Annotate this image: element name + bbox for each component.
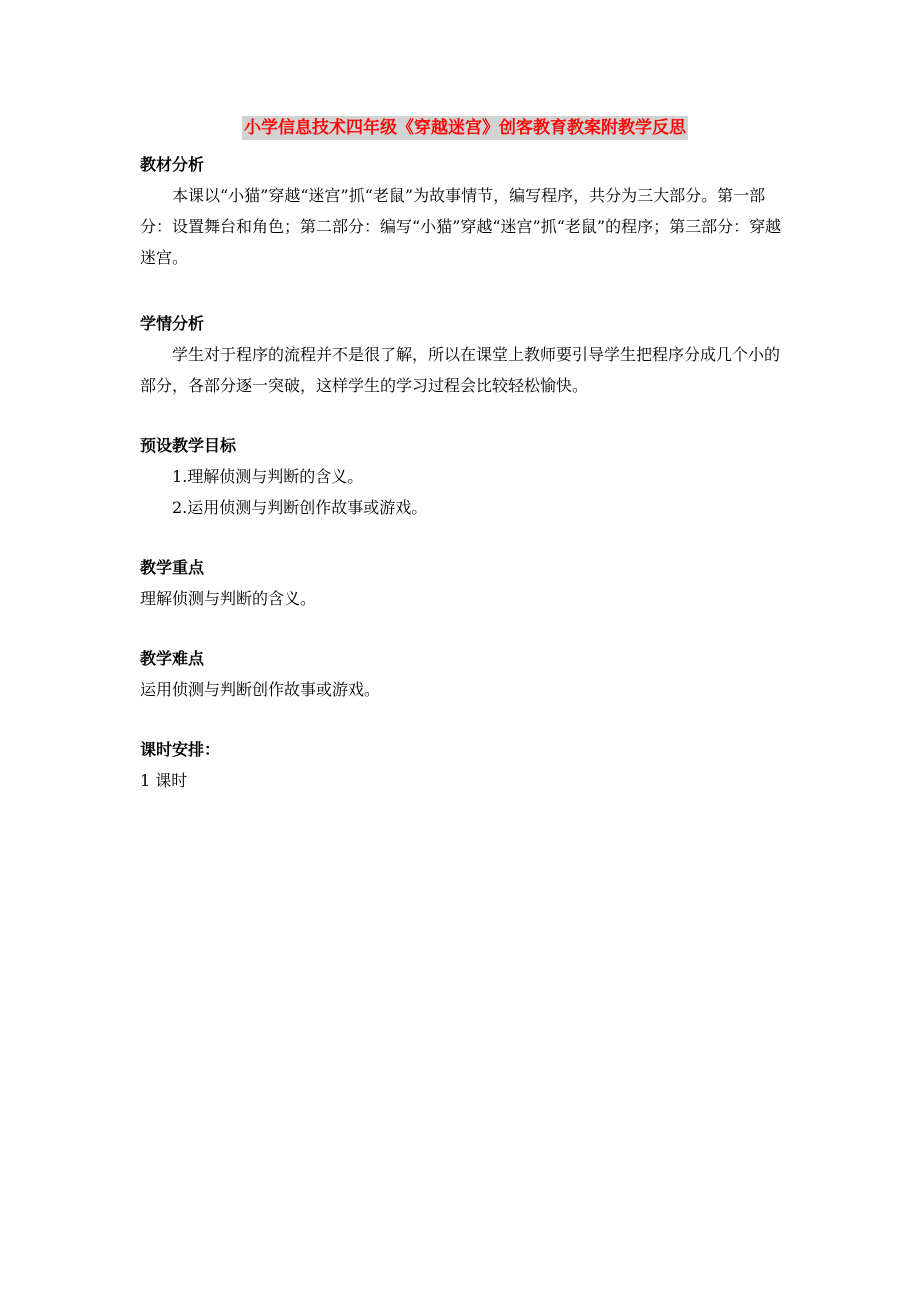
section-heading: 学情分析 (140, 314, 205, 333)
spacer (140, 705, 790, 735)
goal-list (140, 461, 790, 523)
section-textbook-analysis (140, 150, 790, 273)
section-body: 本课以“小猫”穿越“迷宫”抓“老鼠”为故事情节，编写程序，共分为三大部分。第一部分：设置舞台和角色；第二部分：编写“小猫”穿越“迷宫”抓“老鼠”的程序；第三部分：穿越迷宫。 (140, 186, 782, 267)
list-item: 1.理解侦测与判断的含义。 (172, 467, 364, 486)
section-key-points (140, 553, 790, 614)
section-body: 1 课时 (140, 771, 188, 790)
document-title: 小学信息技术四年级《穿越迷宫》创客教育教案附教学反思 (244, 118, 686, 138)
spacer (140, 523, 790, 553)
section-schedule (140, 735, 790, 796)
section-heading: 课时安排： (140, 740, 221, 759)
section-heading: 教材分析 (140, 155, 205, 174)
spacer (140, 614, 790, 644)
spacer (140, 273, 790, 309)
section-body: 理解侦测与判断的含义。 (140, 589, 317, 608)
section-teaching-goals (140, 431, 790, 523)
section-heading: 教学难点 (140, 649, 205, 668)
section-body: 运用侦测与判断创作故事或游戏。 (140, 680, 381, 699)
section-heading: 教学重点 (140, 558, 205, 577)
document-content (140, 112, 790, 796)
title-wrapper (140, 112, 790, 144)
section-difficulties (140, 644, 790, 705)
spacer (140, 401, 790, 431)
section-body: 学生对于程序的流程并不是很了解，所以在课堂上教师要引导学生把程序分成几个小的部分，各部分逐一突破，这样学生的学习过程会比较轻松愉快。 (140, 345, 781, 395)
list-item: 2.运用侦测与判断创作故事或游戏。 (172, 498, 428, 517)
section-student-analysis (140, 309, 790, 401)
section-heading: 预设教学目标 (140, 436, 237, 455)
